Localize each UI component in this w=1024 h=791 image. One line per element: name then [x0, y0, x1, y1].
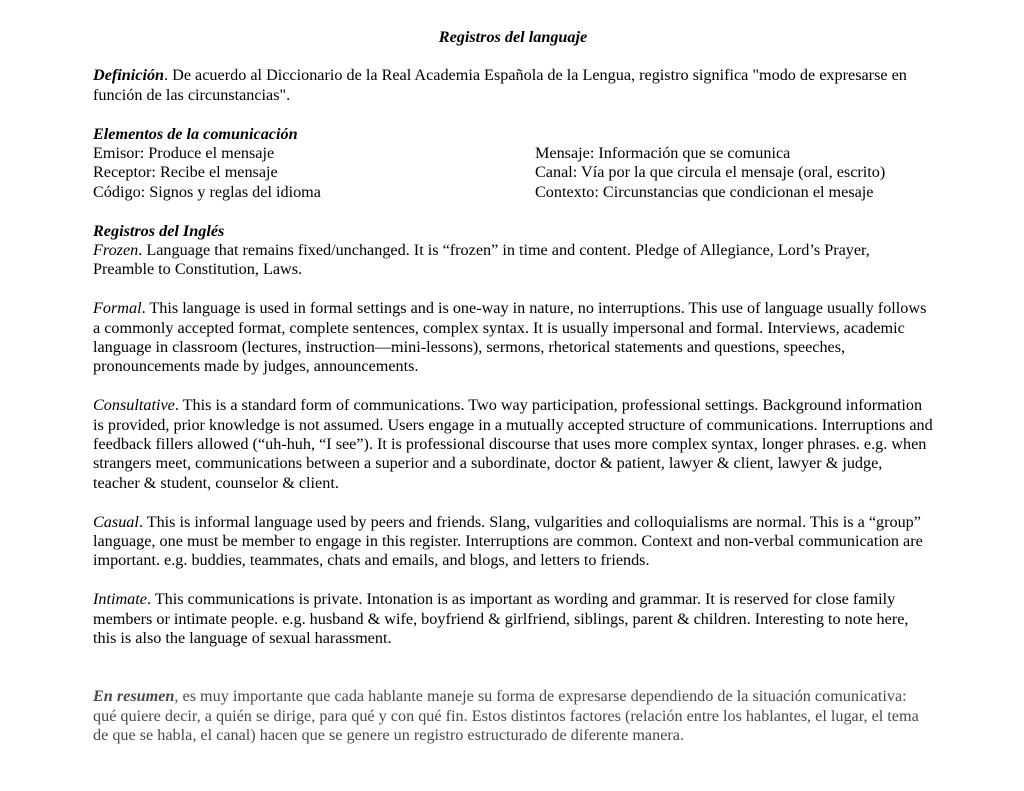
summary-term: En resumen [93, 687, 175, 706]
register-frozen-name: Frozen [93, 241, 139, 260]
definition-text: . De acuerdo al Diccionario de la Real Academia Española de la Lengua, registro significa "modo de expresarse en función de las circunstancias". [93, 66, 907, 104]
element-codigo: Código: Signos y reglas del idioma [93, 182, 321, 201]
document-title: Registros del languaje [438, 28, 588, 46]
register-formal-paragraph [93, 299, 933, 377]
spacer [93, 493, 933, 512]
register-casual-name: Casual [93, 512, 139, 531]
register-casual-text: . This is informal language used by peers and friends. Slang, vulgarities and colloquialisms are normal. This is a “group” language, one must be member to engage in this register. Interruptions are common. Context and non-verbal communication are important. e.g. buddies, teammates, chats and emails, and blogs, and letters to friends. [93, 512, 923, 570]
definition-term: Definición [93, 66, 165, 85]
register-consultative-text: . This is a standard form of communications. Two way participation, professional settings. Background information is provided, prior knowledge is not assumed. Users engage in a mutually accepted structure of communications. Interruptions and feedback fillers allowed (“uh-huh, “I see”). It is professional discourse that uses more complex syntax, longer phrases. e.g. when strangers meet, communications between a superior and a subordinate, doctor & patient, lawyer & client, lawyer & judge, teacher & student, counselor & client. [93, 396, 933, 492]
spacer [93, 377, 933, 396]
element-contexto: Contexto: Circunstancias que condicionan el mesaje [535, 182, 874, 201]
spacer [93, 105, 933, 124]
element-emisor: Emisor: Produce el mensaje [93, 144, 275, 162]
definition-paragraph [93, 66, 933, 105]
elements-heading: Elementos de la comunicación [93, 124, 298, 143]
elements-columns [93, 144, 933, 202]
register-consultative-name: Consultative [93, 396, 175, 415]
register-intimate-name: Intimate [93, 590, 147, 609]
register-frozen-text: . Language that remains fixed/unchanged. It is “frozen” in time and content. Pledge of Allegiance, Lord’s Prayer, Preamble to Constitution, Laws. [93, 241, 870, 279]
register-consultative-paragraph [93, 396, 933, 493]
spacer [93, 571, 933, 590]
register-formal-name: Formal [93, 299, 142, 318]
spacer [93, 47, 933, 66]
registers-heading: Registros del Inglés [93, 221, 225, 240]
spacer [93, 202, 933, 221]
summary-paragraph [93, 687, 933, 745]
register-intimate-paragraph [93, 590, 933, 648]
elements-right-column [535, 144, 933, 202]
document-page [93, 28, 933, 746]
register-formal-text: . This language is used in formal settings and is one-way in nature, no interruptions. This use of language usually follows a commonly accepted format, complete sentences, complex syntax. It is usually impersonal and formal. Interviews, academic language in classroom (lectures, instruction—mini-lessons), sermons, rhetorical statements and questions, speeches, pronouncements made by judges, announcements. [93, 299, 927, 376]
register-casual-paragraph [93, 513, 933, 571]
summary-text: , es muy importante que cada hablante maneje su forma de expresarse dependiendo de la situación comunicativa: qué quiere decir, a quién se dirige, para qué y con qué fin. Estos distintos factores (relación entre los hablantes, el lugar, el tema de que se habla, el canal) hacen que se genere un registro estructurado de diferente manera. [93, 687, 919, 745]
element-receptor: Receptor: Recibe el mensaje [93, 163, 278, 182]
element-canal: Canal: Vía por la que circula el mensaje (oral, escrito) [535, 163, 886, 182]
spacer [93, 648, 933, 687]
register-intimate-text: . This communications is private. Intonation is as important as wording and grammar. It is reserved for close family members or intimate people. e.g. husband & wife, boyfriend & girlfriend, siblings, parent & children. Interesting to note here, this is also the language of sexual harassment. [93, 590, 909, 648]
element-mensaje: Mensaje: Información que se comunica [535, 144, 791, 162]
spacer [93, 280, 933, 299]
register-frozen-paragraph [93, 241, 933, 280]
elements-left-column [93, 144, 535, 202]
